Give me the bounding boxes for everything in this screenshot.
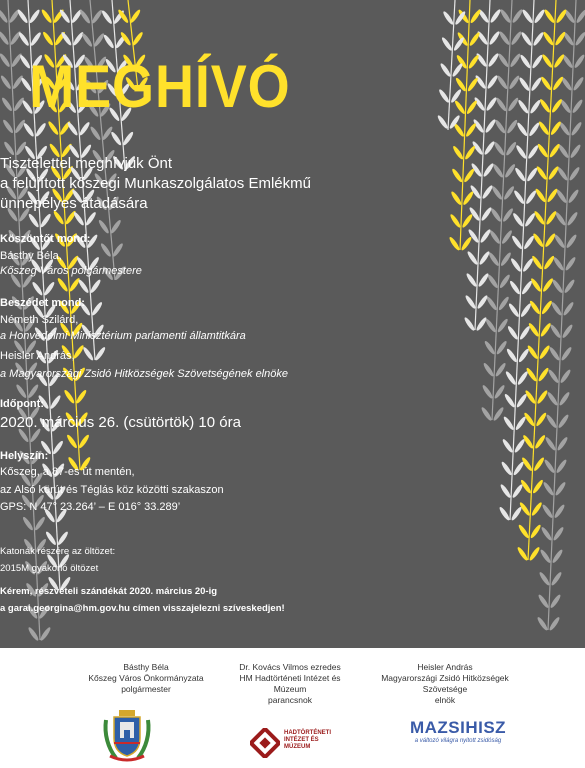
dress-line-1: Katonák részére az öltözet: (0, 546, 116, 557)
museum-logo-text (284, 730, 344, 751)
willow-leaf (551, 278, 564, 294)
willow-leaf (441, 36, 454, 52)
willow-leaf (0, 52, 11, 68)
place-line-1: Kőszeg, a 87-es út mentén, (0, 466, 135, 478)
greeting-label: Köszöntőt mond: (0, 233, 91, 245)
willow-leaf (549, 120, 562, 136)
signature-org-cont: Múzeum (273, 684, 307, 694)
willow-leaf (498, 30, 511, 46)
place-gps: GPS: N 47° 23.264’ – E 016° 33.289’ (0, 501, 181, 513)
time-label: Időpont: (0, 398, 44, 410)
willow-leaf (509, 280, 522, 296)
willow-leaf (57, 530, 70, 546)
willow-leaf (570, 121, 583, 137)
willow-leaf (476, 30, 489, 46)
willow-leaf (27, 383, 40, 399)
willow-leaf (40, 8, 53, 24)
rsvp-line-2: a garai.georgina@hm.gov.hu címen visszajelezni szíveskedjen! (0, 603, 285, 614)
page-title: MEGHÍVÓ (29, 53, 291, 120)
willow-leaf (77, 278, 90, 294)
signature-org: Magyarországi Zsidó Hitközségek (381, 673, 509, 683)
willow-leaf (15, 383, 28, 399)
willow-leaf (520, 31, 533, 47)
willow-leaf (42, 31, 55, 47)
museum-logo-line-2: INTÉZET ÉS (284, 737, 319, 743)
willow-leaf (574, 31, 585, 47)
willow-leaf (536, 616, 549, 632)
willow-leaf (31, 281, 44, 297)
willow-leaf (101, 9, 114, 25)
willow-leaf (27, 626, 40, 642)
willow-leaf (0, 8, 9, 24)
rsvp-line-1: Kérem, részvételi szándékát 2020. március 20-ig (0, 586, 218, 597)
willow-leaf (532, 31, 545, 47)
willow-leaf (91, 9, 104, 25)
willow-leaf (29, 31, 42, 47)
signature-footer (0, 648, 585, 768)
signature-org-cont: Szövetsége (422, 684, 468, 694)
willow-leaf (494, 119, 507, 135)
willow-leaf (548, 616, 561, 632)
willow-leaf (442, 10, 455, 26)
willow-leaf (27, 213, 40, 229)
dress-line-2: 2015M gyakorló öltözet (0, 563, 99, 574)
willow-leaf (542, 277, 555, 293)
willow-leaf (56, 277, 69, 293)
willow-leaf (89, 278, 102, 294)
willow-leaf (489, 8, 502, 24)
willow-leaf (573, 53, 585, 69)
willow-leaf (1, 96, 14, 112)
willow-leaf (530, 277, 543, 293)
greeting-role: Kőszeg Város polgármestere (0, 265, 142, 277)
speaker-role-1: a Honvédelmi Minisztérium parlamenti államtitkára (0, 330, 246, 342)
greeting-name: Básthy Béla, (0, 250, 62, 262)
place-label: Helyszín: (0, 450, 49, 462)
museum-logo-line-3: MÚZEUM (284, 744, 311, 750)
willow-leaf (529, 524, 542, 540)
willow-leaf (131, 31, 144, 47)
willow-leaf (0, 74, 12, 90)
willow-leaf (78, 121, 91, 137)
willow-leaf (34, 516, 47, 532)
willow-leaf (84, 211, 97, 227)
willow-leaf (566, 211, 579, 227)
willow-leaf (93, 32, 106, 48)
willow-leaf (461, 213, 474, 229)
place-line-2: az Alsó körút és Téglás köz közötti szakaszon (0, 484, 224, 496)
willow-leaf (528, 122, 541, 138)
willow-leaf (11, 74, 24, 90)
willow-leaf (47, 120, 60, 136)
willow-leaf (533, 8, 546, 24)
signature-title: elnök (434, 695, 456, 705)
willow-leaf (571, 98, 584, 114)
willow-leaf (542, 31, 555, 47)
signature-org: HM Hadtörténeti Intézet és (239, 673, 341, 683)
willow-leaf (110, 131, 123, 147)
willow-leaf (89, 126, 102, 142)
willow-leaf (534, 434, 547, 450)
intro-line-2: a felújított kőszegi Munkaszolgálatos Emlékmű (0, 175, 311, 192)
willow-leaf (554, 31, 567, 47)
willow-leaf (488, 30, 501, 46)
willow-leaf (78, 434, 91, 450)
signature-name: Básthy Béla (123, 662, 169, 672)
willow-leaf (72, 211, 85, 227)
speech-label: Beszédet mond: (0, 297, 85, 309)
willow-leaf (17, 31, 30, 47)
willow-leaf (524, 212, 537, 228)
time-value: 2020. március 26. (csütörtök) 10 óra (0, 414, 241, 431)
signature-name: Dr. Kovács Vilmos ezredes (239, 662, 341, 672)
mazsihisz-tagline: a változó világra nyitott zsidóság (414, 738, 502, 744)
intro-line-1: Tisztelettel meghívjuk Önt (0, 155, 173, 172)
willow-leaf (469, 9, 482, 25)
museum-emblem-icon (250, 728, 280, 758)
willow-leaf (521, 8, 534, 24)
willow-leaf (511, 8, 524, 24)
willow-leaf (499, 8, 512, 24)
signature-title: parancsnok (268, 695, 312, 705)
willow-leaf (22, 516, 35, 532)
willow-leaf (572, 76, 585, 92)
willow-leaf (16, 9, 29, 25)
willow-leaf (0, 30, 10, 46)
willow-leaf (102, 34, 115, 50)
willow-leaf (68, 277, 81, 293)
willow-leaf (575, 8, 585, 24)
willow-leaf (552, 526, 565, 542)
museum-logo-line-1: HADTÖRTÉNETI (284, 730, 331, 736)
koszeg-coat-of-arms-icon (102, 708, 152, 764)
willow-leaf (45, 530, 58, 546)
willow-leaf (22, 122, 35, 138)
willow-leaf (28, 9, 41, 25)
signature-museum-commander (200, 662, 380, 706)
willow-leaf (512, 212, 525, 228)
willow-leaf (66, 121, 79, 137)
willow-leaf (468, 31, 481, 47)
speaker-name-1: Németh Szilárd, (0, 314, 79, 326)
willow-leaf (517, 524, 530, 540)
willow-leaf (122, 131, 135, 147)
willow-leaf (555, 8, 568, 24)
willow-leaf (10, 52, 23, 68)
willow-leaf (129, 8, 142, 24)
willow-leaf (540, 526, 553, 542)
willow-leaf (543, 8, 556, 24)
willow-leaf (39, 626, 52, 642)
willow-leaf (79, 9, 92, 25)
signature-name: Heisler András (417, 662, 473, 672)
willow-leaf (521, 280, 534, 296)
willow-leaf (465, 122, 478, 138)
willow-leaf (34, 122, 47, 138)
willow-leaf (43, 281, 56, 297)
willow-leaf (537, 120, 550, 136)
willow-leaf (506, 119, 519, 135)
signature-mazsihisz-president (355, 662, 535, 706)
willow-leaf (66, 434, 79, 450)
willow-leaf (449, 213, 462, 229)
willow-leaf (81, 32, 94, 48)
speaker-name-2: Heisler András, (0, 350, 75, 362)
willow-leaf (453, 36, 466, 52)
intro-line-3: ünnepélyes átadására (0, 195, 148, 212)
willow-leaf (2, 119, 15, 135)
speaker-role-2: a Magyarországi Zsidó Hitközségek Szövetségének elnöke (0, 368, 288, 380)
willow-leaf (39, 213, 52, 229)
willow-leaf (516, 122, 529, 138)
willow-leaf (563, 278, 576, 294)
signature-title: polgármester (121, 684, 171, 694)
mazsihisz-logo: MAZSIHISZ (409, 718, 507, 737)
signature-org: Kőszeg Város Önkormányzata (88, 673, 204, 683)
willow-leaf (510, 30, 523, 46)
willow-leaf (72, 31, 85, 47)
